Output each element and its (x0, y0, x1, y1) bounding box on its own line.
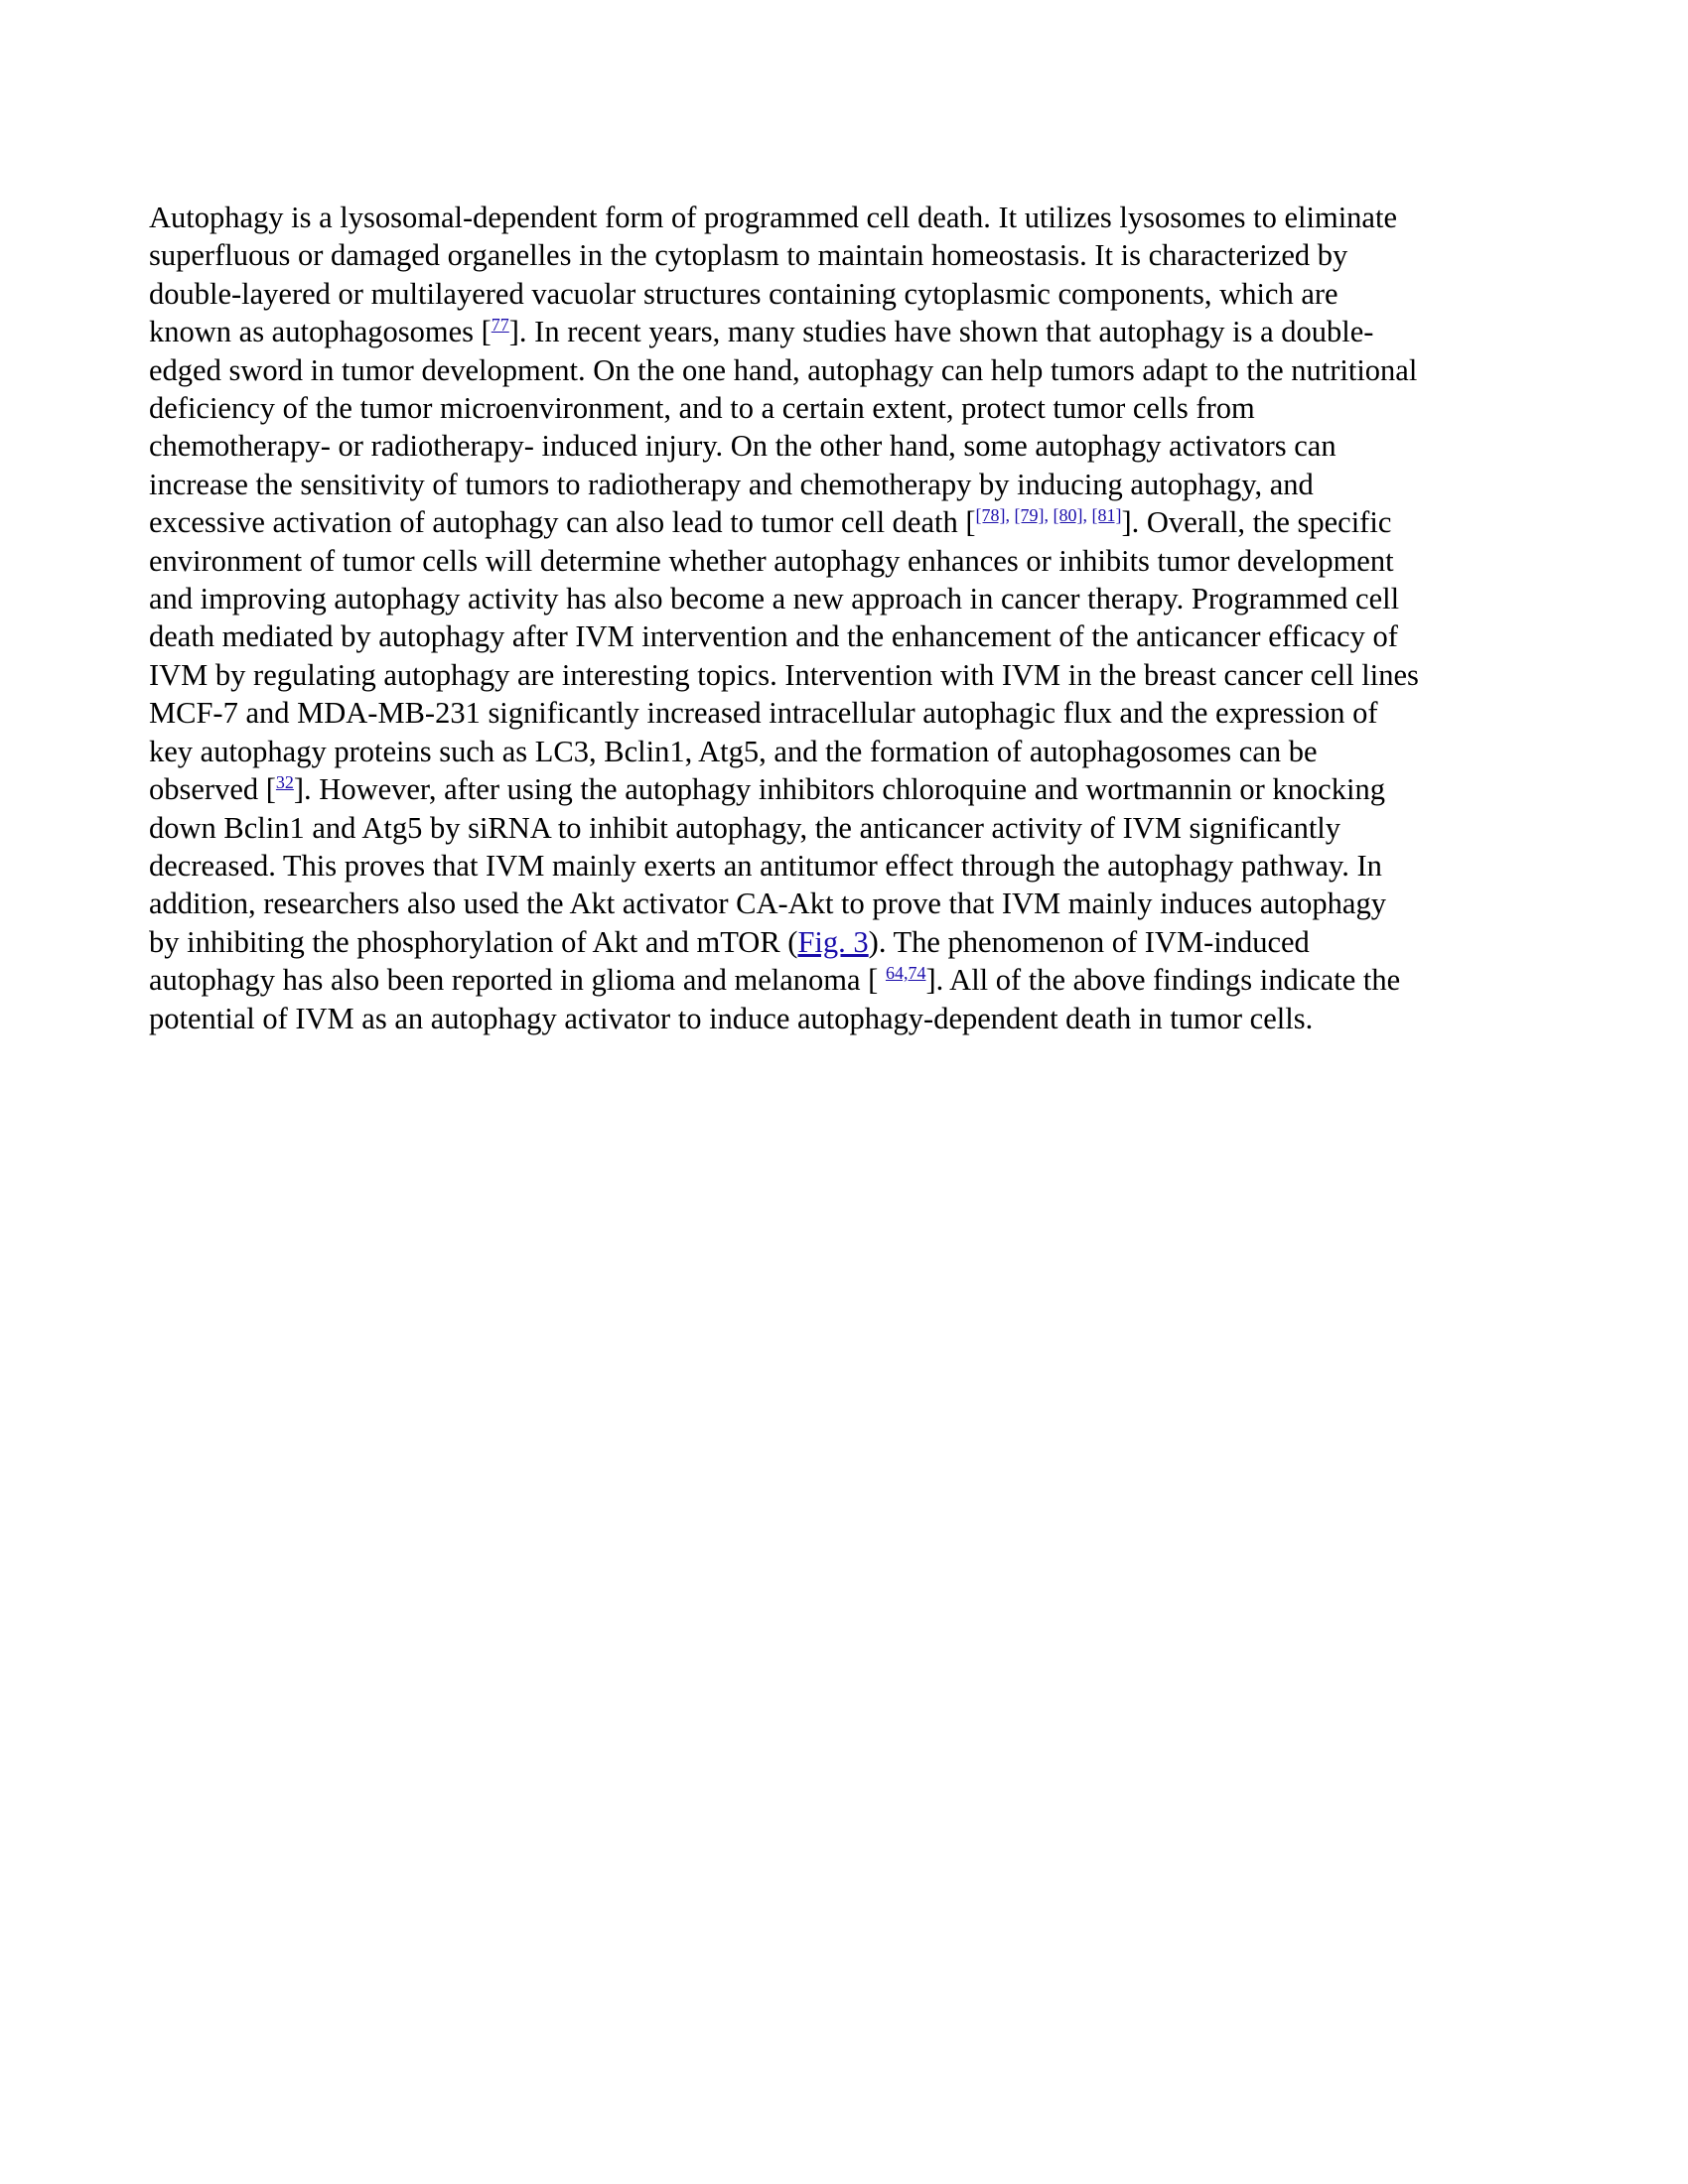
citation-link-64-74[interactable]: 64,74 (885, 963, 926, 984)
figure-link-fig-3[interactable]: Fig. 3 (797, 924, 869, 959)
citation-separator: , (1005, 505, 1015, 526)
citation-link-77[interactable]: 77 (491, 315, 509, 336)
paragraph-text: Autophagy is a lysosomal-dependent form of programmed cell death. It utilizes lysosomes to eliminate superfluous or damaged organelles in the cytoplasm to maintain homeostasis. It is characterized by double-layered or multilayered vacuolar structures containing cytoplasmic components, which are known as autophagosomes [ (149, 201, 1397, 349)
citation-link-79[interactable]: [79] (1014, 505, 1045, 526)
paragraph-text: ]. In recent years, many studies have shown that autophagy is a double- edged sword in tumor development. On the one hand, autophagy can help tumors adapt to the nutritional deficiency of the tumor microenvironment, and to a certain extent, protect tumor cells from chemotherapy- or radiotherapy- induced injury. On the other hand, some autophagy activators can increase the sensitivity of tumors to radiotherapy and chemotherapy by inducing autophagy, and excessive activation of autophagy can also lead to tumor cell death [ (149, 315, 1418, 540)
paragraph-text: ]. All of the above findings indicate the potential of IVM as an autophagy activator to induce autophagy-dependent death in tumor cells. (149, 963, 1401, 1035)
paragraph-text: ]. However, after using the autophagy inhibitors chloroquine and wortmannin or knocking down Bclin1 and Atg5 by siRNA to inhibit autophagy, the anticancer activity of IVM significantly decreased. This proves that IVM mainly exerts an antitumor effect through the autophagy pathway. In addition, researchers also used the Akt activator CA-Akt to prove that IVM mainly induces autophagy by inhibiting the phosphorylation of Akt and mTOR ( (149, 772, 1386, 959)
paragraph-text: ). The phenomenon of IVM-induced autophagy has also been reported in glioma and melanoma [ (149, 924, 1310, 998)
citation-link-80[interactable]: [80] (1053, 505, 1083, 526)
citation-link-81[interactable]: [81] (1091, 505, 1122, 526)
paragraph-text: ]. Overall, the specific environment of tumor cells will determine whether autophagy enhances or inhibits tumor development and improving autophagy activity has also become a new approach in cancer therapy. Programmed cell death mediated by autophagy after IVM intervention and the enhancement of the anticancer efficacy of IVM by regulating autophagy are interesting topics. Intervention with IVM in the breast cancer cell lines MCF-7 and MDA-MB-231 significantly increased intracellular autophagic flux and the expression of key autophagy proteins such as LC3, Bclin1, Atg5, and the formation of autophagosomes can be observed [ (149, 505, 1419, 807)
citation-link-32[interactable]: 32 (275, 772, 294, 793)
citation-link-78[interactable]: [78] (975, 505, 1006, 526)
body-paragraph (149, 199, 1534, 1037)
citation-separator: , (1044, 505, 1054, 526)
citation-separator: , (1082, 505, 1092, 526)
